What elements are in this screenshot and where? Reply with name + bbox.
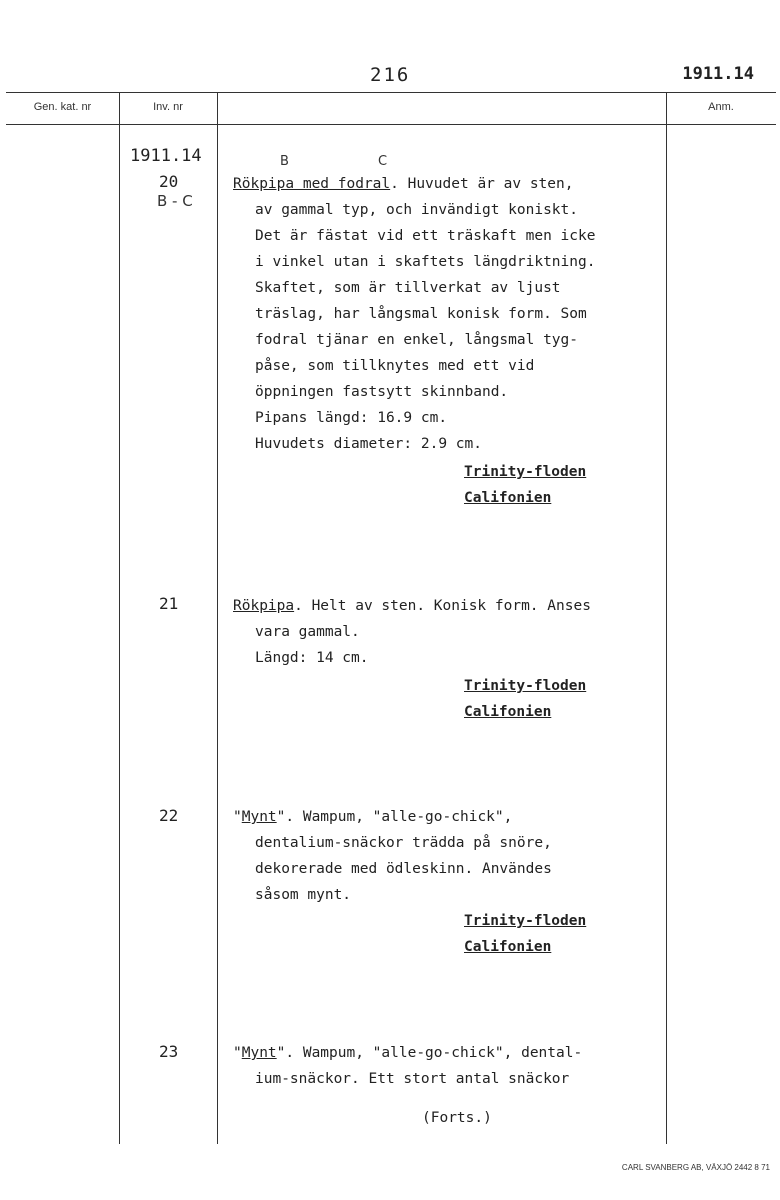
entry-line: Huvudets diameter: 2.9 cm. xyxy=(255,436,482,452)
entry-line: Pipans längd: 16.9 cm. xyxy=(255,410,448,426)
inv-number-20: 20 xyxy=(159,172,179,191)
location-river: Trinity-floden xyxy=(464,464,587,480)
entry-line: såsom mynt. xyxy=(255,887,352,903)
continued-note: (Forts.) xyxy=(422,1110,492,1126)
entry-title-line xyxy=(233,1040,582,1066)
column-divider-text-anm xyxy=(666,92,667,1144)
entry-title-line xyxy=(233,171,573,197)
entry-line: av gammal typ, och invändigt koniskt. xyxy=(255,202,579,218)
entry-title-rest: . Huvudet är av sten, xyxy=(390,176,574,192)
header-bottom-rule xyxy=(6,124,776,125)
entry-title-line xyxy=(233,804,512,830)
page-number: 216 xyxy=(370,64,411,86)
entry-title-rest: ". Wampum, "alle-go-chick", dental- xyxy=(276,1045,583,1061)
entry-title-line xyxy=(233,593,591,619)
location-state: Califonien xyxy=(464,490,552,506)
entry-title-prefix: " xyxy=(233,809,242,825)
hand-note-c: C xyxy=(378,154,388,169)
entry-line: påse, som tillknytes med ett vid xyxy=(255,358,535,374)
inv-hand-mark: B - C xyxy=(157,192,193,210)
series-number: 1911.14 xyxy=(130,146,202,166)
entry-title: Mynt xyxy=(241,1045,277,1061)
entry-title: Rökpipa xyxy=(233,598,295,614)
entry-title-rest: ". Wampum, "alle-go-chick", xyxy=(276,809,513,825)
column-header-anm: Anm. xyxy=(708,101,734,113)
catalog-id: 1911.14 xyxy=(682,64,754,84)
entry-line: vara gammal. xyxy=(255,624,360,640)
entry-line: fodral tjänar en enkel, långsmal tyg- xyxy=(255,332,579,348)
inv-number-22: 22 xyxy=(159,806,179,825)
column-header-inv: Inv. nr xyxy=(153,101,183,113)
location-state: Califonien xyxy=(464,939,552,955)
column-header-gen-kat: Gen. kat. nr xyxy=(33,101,92,113)
inv-number-21: 21 xyxy=(159,594,179,613)
entry-title-rest: . Helt av sten. Konisk form. Anses xyxy=(294,598,591,614)
entry-title: Rökpipa med fodral xyxy=(233,176,391,192)
location-river: Trinity-floden xyxy=(464,913,587,929)
inv-number-23: 23 xyxy=(159,1042,179,1061)
entry-line: Längd: 14 cm. xyxy=(255,650,369,666)
entry-line: Skaftet, som är tillverkat av ljust xyxy=(255,280,561,296)
column-divider-gen-inv xyxy=(119,92,120,1144)
hand-note-b: B xyxy=(280,154,289,169)
location-state: Califonien xyxy=(464,704,552,720)
entry-line: träslag, har långsmal konisk form. Som xyxy=(255,306,587,322)
entry-line: öppningen fastsytt skinnband. xyxy=(255,384,509,400)
entry-line: Det är fästat vid ett träskaft men icke xyxy=(255,228,596,244)
entry-line: dentalium-snäckor trädda på snöre, xyxy=(255,835,552,851)
entry-title-prefix: " xyxy=(233,1045,242,1061)
entry-title: Mynt xyxy=(241,809,277,825)
header-top-rule xyxy=(6,92,776,93)
column-divider-inv-text xyxy=(217,92,218,1144)
location-river: Trinity-floden xyxy=(464,678,587,694)
entry-line: dekorerade med ödleskinn. Användes xyxy=(255,861,552,877)
printer-mark: CARL SVANBERG AB, VÄXJÖ 2442 8 71 xyxy=(621,1163,770,1172)
entry-line: i vinkel utan i skaftets längdriktning. xyxy=(255,254,596,270)
entry-line: ium-snäckor. Ett stort antal snäckor xyxy=(255,1071,570,1087)
